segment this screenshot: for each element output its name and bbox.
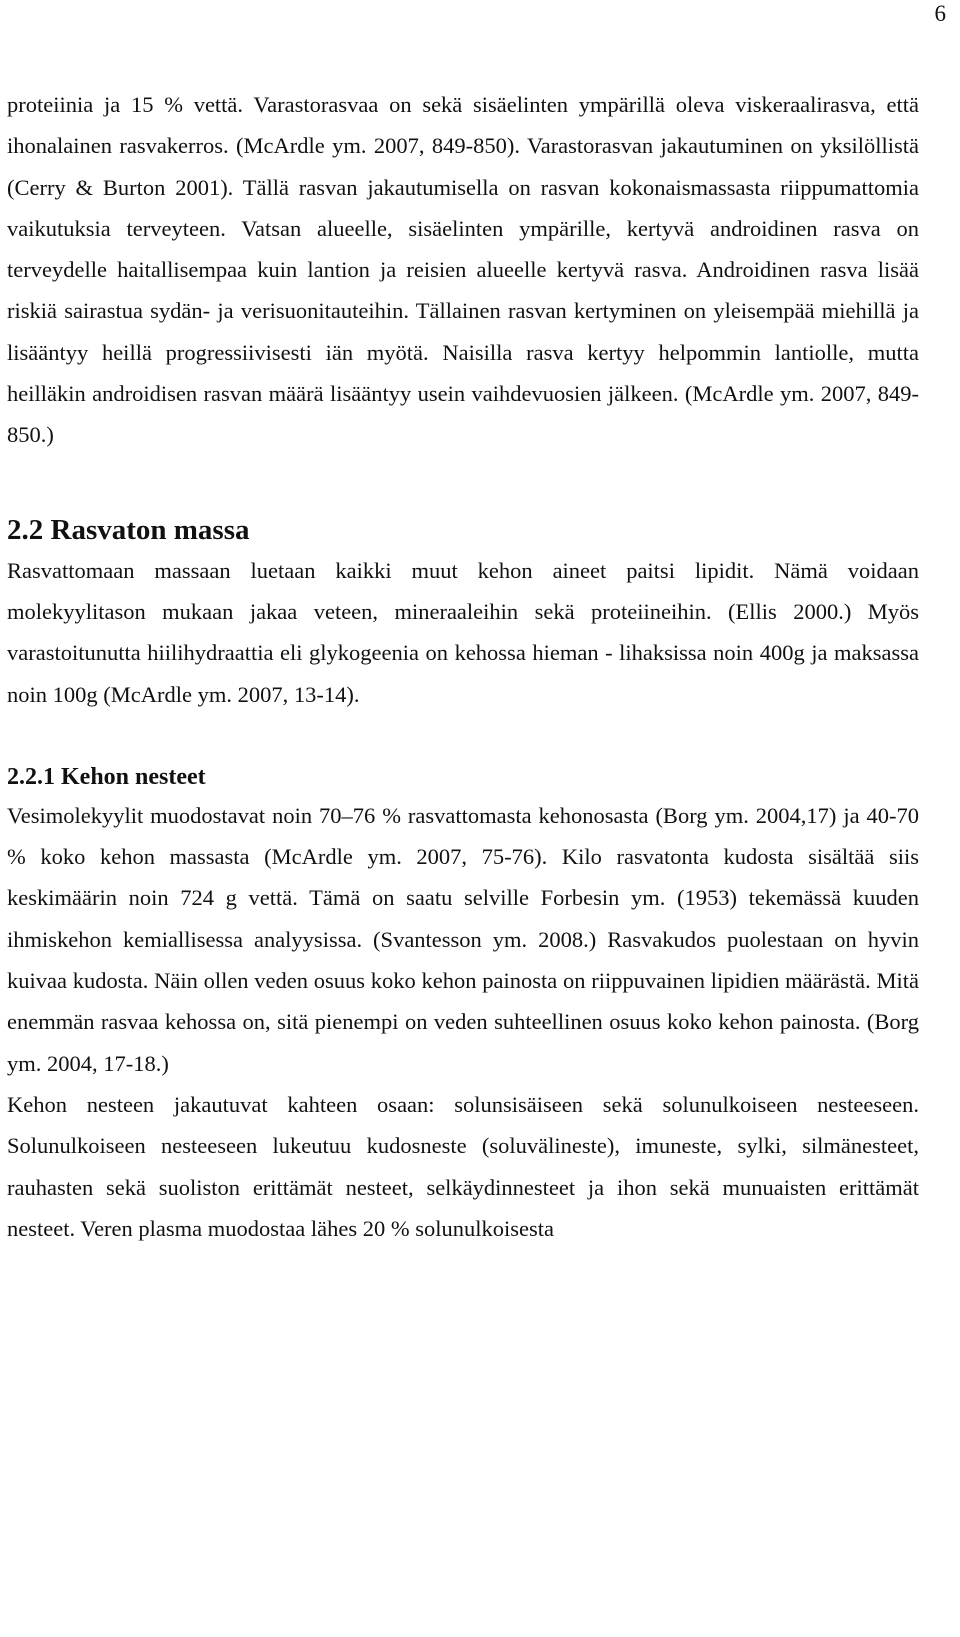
page-number: 6 xyxy=(934,1,946,26)
paragraph-fat-free-mass: Rasvattomaan massaan luetaan kaikki muut kehon aineet paitsi lipidit. Nämä voidaan molekyylitason mukaan jakaa veteen, mineraaleihin sekä proteiineihin. (Ellis 2000.) Myös varastoitunutta hiilihydraattia eli glykogeenia on kehossa hieman - lihaksissa noin 400g ja maksassa noin 100g (McArdle ym. 2007, 13-14). xyxy=(7,557,919,707)
document-body xyxy=(7,84,919,1249)
paragraph-storage-fat: proteiinia ja 15 % vettä. Varastorasvaa on sekä sisäelinten ympärillä oleva viskeraalirasva, että ihonalainen rasvakerros. (McArdle ym. 2007, 849-850). Varastorasvan jakautuminen on yksilöllistä (Cerry & Burton 2001). Tällä rasvan jakautumisella on rasvan kokonaismassasta riippumattomia vaikutuksia terveyteen. Vatsan alueelle, sisäelinten ympärille, kertyvä androidinen rasva on terveydelle haitallisempaa kuin lantion ja reisien alueelle kertyvä rasva. Androidinen rasva lisää riskiä sairastua sydän- ja verisuonitauteihin. Tällainen rasvan kertyminen on yleisempää miehillä ja lisääntyy heillä progressiivisesti iän myötä. Naisilla rasva kertyy helpommin lantiolle, mutta heilläkin androidisen rasvan määrä lisääntyy usein vaihdevuosien jälkeen. (McArdle ym. 2007, 849-850.) xyxy=(7,92,919,448)
paragraph-body-fluids: Kehon nesteen jakautuvat kahteen osaan: solunsisäiseen sekä solunulkoiseen nesteeseen. Solunulkoiseen nesteeseen lukeutuu kudosneste (soluvälineste), imuneste, sylki, silmänesteet, rauhasten sekä suoliston erittämät nesteet, selkäydinnesteet ja ihon sekä munuaisten erittämät nesteet. Veren plasma muodostaa lähes 20 % solunulkoisesta xyxy=(7,1091,919,1241)
subsection-heading-kehon-nesteet: 2.2.1 Kehon nesteet xyxy=(7,763,206,790)
paragraph-water-molecules: Vesimolekyylit muodostavat noin 70–76 % rasvattomasta kehonosasta (Borg ym. 2004,17) ja 40-70 % koko kehon massasta (McArdle ym. 2007, 75-76). Kilo rasvatonta kudosta sisältää siis keskimäärin noin 724 g vettä. Tämä on saatu selville Forbesin ym. (1953) tekemässä kuuden ihmiskehon kemiallisessa analyysissa. (Svantesson ym. 2008.) Rasvakudos puolestaan on hyvin kuivaa kudosta. Näin ollen veden osuus koko kehon painosta on riippuvainen lipidien määrästä. Mitä enemmän rasvaa kehossa on, sitä pienempi on veden suhteellinen osuus koko kehon painosta. (Borg ym. 2004, 17-18.) xyxy=(7,802,919,1076)
section-heading-rasvaton-massa: 2.2 Rasvaton massa xyxy=(7,513,250,546)
